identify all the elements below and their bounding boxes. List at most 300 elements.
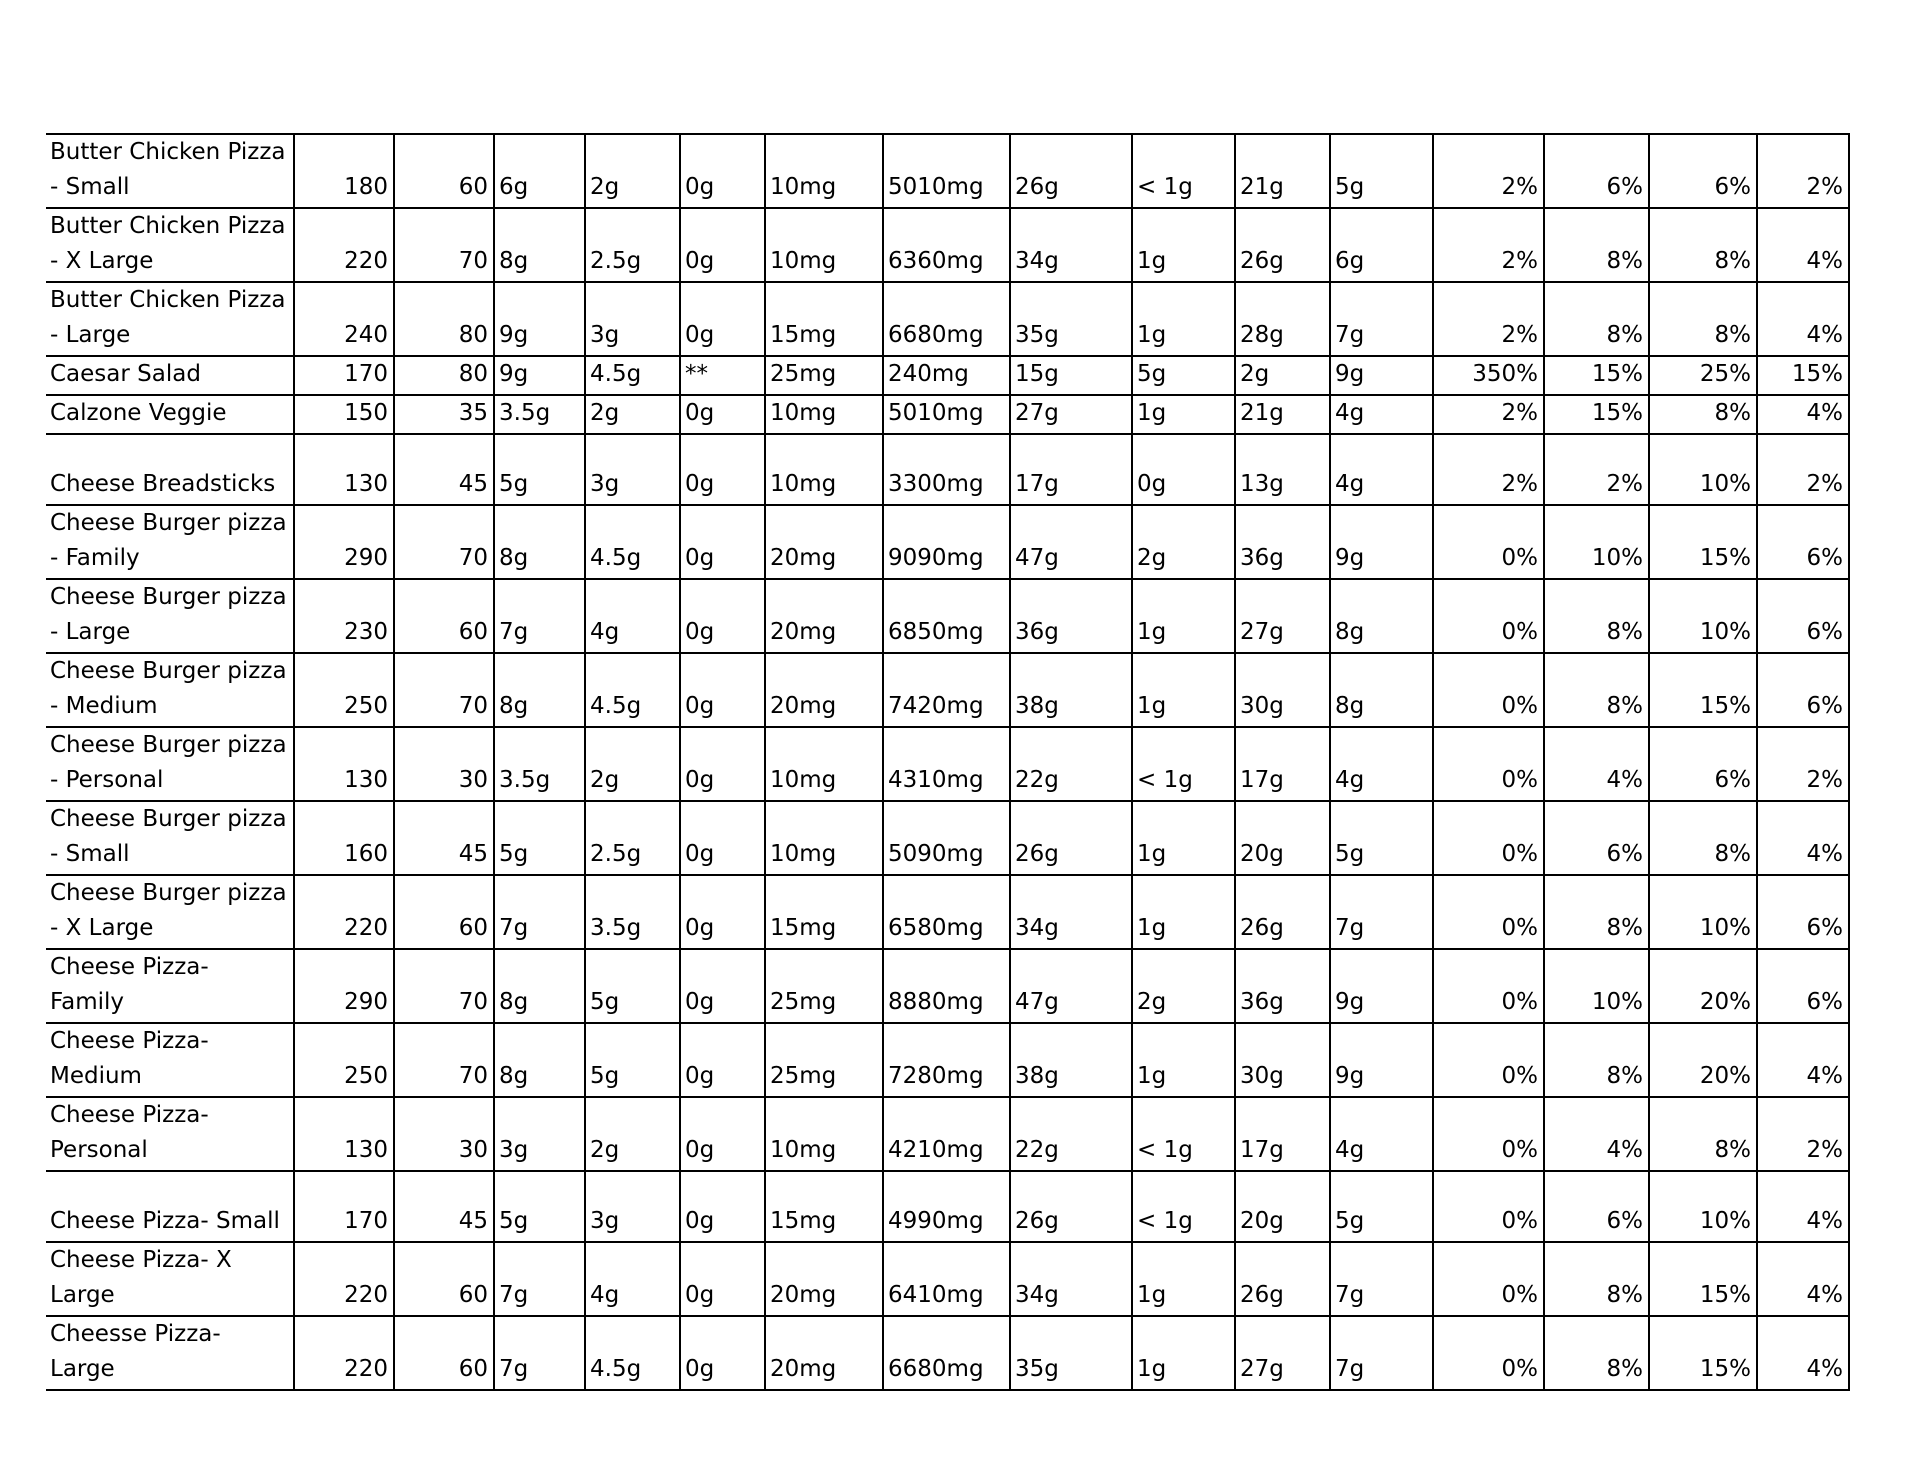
fat-calories-cell: 80 [394, 356, 494, 395]
vitamin-c-cell: 8% [1544, 1242, 1649, 1316]
item-name-cell: Cheese Pizza- X Large [46, 1242, 294, 1316]
saturated-fat-cell: 4.5g [585, 356, 680, 395]
trans-fat-cell: 0g [680, 1316, 765, 1390]
sugars-cell: 17g [1235, 1097, 1330, 1171]
cholesterol-cell: 20mg [765, 653, 883, 727]
fat-calories-cell: 70 [394, 949, 494, 1023]
fat-calories-cell: 70 [394, 1023, 494, 1097]
trans-fat-cell: 0g [680, 875, 765, 949]
table-row [46, 1023, 1849, 1097]
sodium-cell: 6410mg [883, 1242, 1010, 1316]
sodium-cell: 5010mg [883, 134, 1010, 208]
sugars-cell: 28g [1235, 282, 1330, 356]
sodium-cell: 4990mg [883, 1171, 1010, 1242]
carbohydrates-cell: 36g [1010, 579, 1132, 653]
calories-cell: 130 [294, 727, 394, 801]
vitamin-c-cell: 8% [1544, 1023, 1649, 1097]
saturated-fat-cell: 4.5g [585, 1316, 680, 1390]
cholesterol-cell: 10mg [765, 727, 883, 801]
calcium-cell: 15% [1649, 505, 1757, 579]
trans-fat-cell: 0g [680, 208, 765, 282]
calcium-cell: 8% [1649, 208, 1757, 282]
nutrition-table [46, 133, 1850, 1391]
protein-cell: 9g [1330, 356, 1433, 395]
calories-cell: 220 [294, 875, 394, 949]
fat-calories-cell: 30 [394, 727, 494, 801]
total-fat-cell: 8g [494, 1023, 585, 1097]
saturated-fat-cell: 3g [585, 1171, 680, 1242]
protein-cell: 7g [1330, 1316, 1433, 1390]
calcium-cell: 6% [1649, 727, 1757, 801]
protein-cell: 8g [1330, 579, 1433, 653]
vitamin-c-cell: 8% [1544, 653, 1649, 727]
vitamin-c-cell: 6% [1544, 801, 1649, 875]
fat-calories-cell: 45 [394, 434, 494, 505]
carbohydrates-cell: 34g [1010, 208, 1132, 282]
fat-calories-cell: 60 [394, 579, 494, 653]
saturated-fat-cell: 2g [585, 727, 680, 801]
fiber-cell: 1g [1132, 208, 1235, 282]
sodium-cell: 6680mg [883, 1316, 1010, 1390]
iron-cell: 4% [1757, 395, 1849, 434]
carbohydrates-cell: 47g [1010, 505, 1132, 579]
carbohydrates-cell: 34g [1010, 875, 1132, 949]
table-row [46, 505, 1849, 579]
sugars-cell: 26g [1235, 1242, 1330, 1316]
total-fat-cell: 3.5g [494, 395, 585, 434]
vitamin-a-cell: 0% [1433, 1171, 1544, 1242]
calcium-cell: 10% [1649, 875, 1757, 949]
vitamin-c-cell: 8% [1544, 579, 1649, 653]
saturated-fat-cell: 2g [585, 134, 680, 208]
iron-cell: 6% [1757, 505, 1849, 579]
sugars-cell: 20g [1235, 801, 1330, 875]
protein-cell: 7g [1330, 282, 1433, 356]
calories-cell: 240 [294, 282, 394, 356]
sugars-cell: 13g [1235, 434, 1330, 505]
table-row [46, 356, 1849, 395]
calories-cell: 220 [294, 1242, 394, 1316]
vitamin-c-cell: 6% [1544, 134, 1649, 208]
table-row [46, 875, 1849, 949]
cholesterol-cell: 10mg [765, 434, 883, 505]
table-row [46, 208, 1849, 282]
calcium-cell: 10% [1649, 1171, 1757, 1242]
saturated-fat-cell: 3g [585, 282, 680, 356]
protein-cell: 5g [1330, 134, 1433, 208]
saturated-fat-cell: 2g [585, 395, 680, 434]
carbohydrates-cell: 26g [1010, 801, 1132, 875]
sodium-cell: 6580mg [883, 875, 1010, 949]
calcium-cell: 8% [1649, 801, 1757, 875]
fiber-cell: 1g [1132, 653, 1235, 727]
total-fat-cell: 8g [494, 208, 585, 282]
vitamin-a-cell: 0% [1433, 801, 1544, 875]
carbohydrates-cell: 26g [1010, 134, 1132, 208]
fiber-cell: 2g [1132, 505, 1235, 579]
sugars-cell: 30g [1235, 1023, 1330, 1097]
sodium-cell: 5010mg [883, 395, 1010, 434]
fat-calories-cell: 70 [394, 653, 494, 727]
sugars-cell: 36g [1235, 505, 1330, 579]
calories-cell: 220 [294, 208, 394, 282]
carbohydrates-cell: 15g [1010, 356, 1132, 395]
calcium-cell: 25% [1649, 356, 1757, 395]
table-row [46, 727, 1849, 801]
carbohydrates-cell: 35g [1010, 1316, 1132, 1390]
protein-cell: 7g [1330, 875, 1433, 949]
calories-cell: 180 [294, 134, 394, 208]
table-row [46, 653, 1849, 727]
calories-cell: 170 [294, 356, 394, 395]
sodium-cell: 9090mg [883, 505, 1010, 579]
iron-cell: 15% [1757, 356, 1849, 395]
protein-cell: 9g [1330, 949, 1433, 1023]
vitamin-c-cell: 8% [1544, 282, 1649, 356]
trans-fat-cell: 0g [680, 395, 765, 434]
sugars-cell: 36g [1235, 949, 1330, 1023]
item-name-cell: Cheese Pizza- Medium [46, 1023, 294, 1097]
calcium-cell: 20% [1649, 949, 1757, 1023]
iron-cell: 2% [1757, 134, 1849, 208]
sodium-cell: 7420mg [883, 653, 1010, 727]
iron-cell: 4% [1757, 801, 1849, 875]
iron-cell: 4% [1757, 1242, 1849, 1316]
sugars-cell: 27g [1235, 1316, 1330, 1390]
vitamin-a-cell: 350% [1433, 356, 1544, 395]
item-name-cell: Cheesse Pizza- Large [46, 1316, 294, 1390]
nutrition-sheet [46, 133, 1849, 1391]
sugars-cell: 30g [1235, 653, 1330, 727]
iron-cell: 2% [1757, 434, 1849, 505]
trans-fat-cell: 0g [680, 579, 765, 653]
total-fat-cell: 8g [494, 653, 585, 727]
carbohydrates-cell: 47g [1010, 949, 1132, 1023]
calories-cell: 250 [294, 1023, 394, 1097]
iron-cell: 6% [1757, 875, 1849, 949]
calories-cell: 170 [294, 1171, 394, 1242]
carbohydrates-cell: 34g [1010, 1242, 1132, 1316]
trans-fat-cell: 0g [680, 282, 765, 356]
total-fat-cell: 5g [494, 801, 585, 875]
sodium-cell: 5090mg [883, 801, 1010, 875]
fiber-cell: < 1g [1132, 134, 1235, 208]
trans-fat-cell: 0g [680, 134, 765, 208]
fat-calories-cell: 30 [394, 1097, 494, 1171]
sugars-cell: 21g [1235, 134, 1330, 208]
vitamin-a-cell: 2% [1433, 395, 1544, 434]
sugars-cell: 26g [1235, 208, 1330, 282]
total-fat-cell: 5g [494, 434, 585, 505]
vitamin-c-cell: 6% [1544, 1171, 1649, 1242]
item-name-cell: Cheese Breadsticks [46, 434, 294, 505]
vitamin-a-cell: 0% [1433, 949, 1544, 1023]
iron-cell: 4% [1757, 1023, 1849, 1097]
cholesterol-cell: 25mg [765, 356, 883, 395]
calories-cell: 290 [294, 949, 394, 1023]
fiber-cell: 5g [1132, 356, 1235, 395]
table-row [46, 395, 1849, 434]
trans-fat-cell: 0g [680, 434, 765, 505]
fat-calories-cell: 70 [394, 505, 494, 579]
sodium-cell: 6850mg [883, 579, 1010, 653]
fat-calories-cell: 60 [394, 1242, 494, 1316]
carbohydrates-cell: 27g [1010, 395, 1132, 434]
iron-cell: 2% [1757, 727, 1849, 801]
fiber-cell: 1g [1132, 1242, 1235, 1316]
table-row [46, 801, 1849, 875]
saturated-fat-cell: 4g [585, 579, 680, 653]
sodium-cell: 8880mg [883, 949, 1010, 1023]
sodium-cell: 6360mg [883, 208, 1010, 282]
vitamin-c-cell: 4% [1544, 1097, 1649, 1171]
trans-fat-cell: 0g [680, 1171, 765, 1242]
vitamin-a-cell: 0% [1433, 1097, 1544, 1171]
cholesterol-cell: 10mg [765, 1097, 883, 1171]
iron-cell: 4% [1757, 208, 1849, 282]
fiber-cell: < 1g [1132, 727, 1235, 801]
vitamin-a-cell: 2% [1433, 134, 1544, 208]
item-name-cell: Cheese Pizza- Family [46, 949, 294, 1023]
saturated-fat-cell: 3g [585, 434, 680, 505]
trans-fat-cell: 0g [680, 801, 765, 875]
iron-cell: 4% [1757, 282, 1849, 356]
trans-fat-cell: 0g [680, 1023, 765, 1097]
calcium-cell: 10% [1649, 579, 1757, 653]
vitamin-c-cell: 2% [1544, 434, 1649, 505]
protein-cell: 8g [1330, 653, 1433, 727]
carbohydrates-cell: 26g [1010, 1171, 1132, 1242]
calcium-cell: 15% [1649, 653, 1757, 727]
cholesterol-cell: 25mg [765, 949, 883, 1023]
fiber-cell: 0g [1132, 434, 1235, 505]
calories-cell: 130 [294, 434, 394, 505]
item-name-cell: Cheese Burger pizza - Small [46, 801, 294, 875]
cholesterol-cell: 10mg [765, 801, 883, 875]
vitamin-a-cell: 0% [1433, 579, 1544, 653]
iron-cell: 4% [1757, 1171, 1849, 1242]
iron-cell: 6% [1757, 653, 1849, 727]
fiber-cell: < 1g [1132, 1171, 1235, 1242]
vitamin-a-cell: 0% [1433, 727, 1544, 801]
sugars-cell: 17g [1235, 727, 1330, 801]
sugars-cell: 21g [1235, 395, 1330, 434]
carbohydrates-cell: 22g [1010, 727, 1132, 801]
protein-cell: 9g [1330, 1023, 1433, 1097]
iron-cell: 2% [1757, 1097, 1849, 1171]
item-name-cell: Cheese Burger pizza - Large [46, 579, 294, 653]
vitamin-a-cell: 0% [1433, 1316, 1544, 1390]
item-name-cell: Caesar Salad [46, 356, 294, 395]
item-name-cell: Cheese Burger pizza - X Large [46, 875, 294, 949]
saturated-fat-cell: 5g [585, 949, 680, 1023]
table-body [46, 134, 1849, 1390]
fat-calories-cell: 45 [394, 1171, 494, 1242]
trans-fat-cell: ** [680, 356, 765, 395]
fat-calories-cell: 60 [394, 1316, 494, 1390]
fiber-cell: 1g [1132, 395, 1235, 434]
total-fat-cell: 5g [494, 1171, 585, 1242]
total-fat-cell: 7g [494, 1242, 585, 1316]
carbohydrates-cell: 22g [1010, 1097, 1132, 1171]
vitamin-c-cell: 15% [1544, 356, 1649, 395]
vitamin-a-cell: 0% [1433, 1023, 1544, 1097]
saturated-fat-cell: 4g [585, 1242, 680, 1316]
table-row [46, 1097, 1849, 1171]
item-name-cell: Butter Chicken Pizza - Small [46, 134, 294, 208]
cholesterol-cell: 25mg [765, 1023, 883, 1097]
cholesterol-cell: 10mg [765, 395, 883, 434]
protein-cell: 4g [1330, 434, 1433, 505]
item-name-cell: Butter Chicken Pizza - X Large [46, 208, 294, 282]
iron-cell: 6% [1757, 949, 1849, 1023]
sugars-cell: 20g [1235, 1171, 1330, 1242]
vitamin-a-cell: 2% [1433, 282, 1544, 356]
vitamin-a-cell: 0% [1433, 1242, 1544, 1316]
calcium-cell: 10% [1649, 434, 1757, 505]
vitamin-c-cell: 10% [1544, 505, 1649, 579]
carbohydrates-cell: 38g [1010, 653, 1132, 727]
protein-cell: 4g [1330, 1097, 1433, 1171]
table-row [46, 1242, 1849, 1316]
table-row [46, 434, 1849, 505]
vitamin-a-cell: 0% [1433, 505, 1544, 579]
total-fat-cell: 7g [494, 1316, 585, 1390]
table-row [46, 134, 1849, 208]
calcium-cell: 15% [1649, 1316, 1757, 1390]
calcium-cell: 8% [1649, 395, 1757, 434]
vitamin-c-cell: 10% [1544, 949, 1649, 1023]
fiber-cell: 2g [1132, 949, 1235, 1023]
iron-cell: 6% [1757, 579, 1849, 653]
cholesterol-cell: 15mg [765, 282, 883, 356]
calories-cell: 250 [294, 653, 394, 727]
calories-cell: 160 [294, 801, 394, 875]
vitamin-c-cell: 15% [1544, 395, 1649, 434]
saturated-fat-cell: 2g [585, 1097, 680, 1171]
carbohydrates-cell: 17g [1010, 434, 1132, 505]
vitamin-c-cell: 8% [1544, 875, 1649, 949]
fiber-cell: 1g [1132, 875, 1235, 949]
table-row [46, 579, 1849, 653]
total-fat-cell: 3g [494, 1097, 585, 1171]
calcium-cell: 20% [1649, 1023, 1757, 1097]
calcium-cell: 15% [1649, 1242, 1757, 1316]
fat-calories-cell: 60 [394, 875, 494, 949]
protein-cell: 4g [1330, 727, 1433, 801]
sodium-cell: 4310mg [883, 727, 1010, 801]
sodium-cell: 4210mg [883, 1097, 1010, 1171]
saturated-fat-cell: 4.5g [585, 505, 680, 579]
item-name-cell: Cheese Pizza- Personal [46, 1097, 294, 1171]
sodium-cell: 7280mg [883, 1023, 1010, 1097]
fat-calories-cell: 60 [394, 134, 494, 208]
sugars-cell: 27g [1235, 579, 1330, 653]
sugars-cell: 2g [1235, 356, 1330, 395]
calories-cell: 220 [294, 1316, 394, 1390]
table-row [46, 949, 1849, 1023]
total-fat-cell: 6g [494, 134, 585, 208]
saturated-fat-cell: 5g [585, 1023, 680, 1097]
cholesterol-cell: 10mg [765, 208, 883, 282]
fat-calories-cell: 35 [394, 395, 494, 434]
fiber-cell: 1g [1132, 282, 1235, 356]
item-name-cell: Butter Chicken Pizza - Large [46, 282, 294, 356]
protein-cell: 5g [1330, 1171, 1433, 1242]
table-row [46, 1316, 1849, 1390]
fat-calories-cell: 45 [394, 801, 494, 875]
cholesterol-cell: 20mg [765, 505, 883, 579]
cholesterol-cell: 20mg [765, 1242, 883, 1316]
vitamin-c-cell: 4% [1544, 727, 1649, 801]
total-fat-cell: 8g [494, 949, 585, 1023]
item-name-cell: Calzone Veggie [46, 395, 294, 434]
trans-fat-cell: 0g [680, 727, 765, 801]
cholesterol-cell: 15mg [765, 875, 883, 949]
vitamin-a-cell: 0% [1433, 875, 1544, 949]
protein-cell: 7g [1330, 1242, 1433, 1316]
total-fat-cell: 9g [494, 282, 585, 356]
table-row [46, 1171, 1849, 1242]
calcium-cell: 8% [1649, 282, 1757, 356]
fiber-cell: 1g [1132, 1316, 1235, 1390]
total-fat-cell: 9g [494, 356, 585, 395]
cholesterol-cell: 15mg [765, 1171, 883, 1242]
fiber-cell: < 1g [1132, 1097, 1235, 1171]
carbohydrates-cell: 35g [1010, 282, 1132, 356]
saturated-fat-cell: 3.5g [585, 875, 680, 949]
saturated-fat-cell: 2.5g [585, 208, 680, 282]
trans-fat-cell: 0g [680, 1097, 765, 1171]
total-fat-cell: 3.5g [494, 727, 585, 801]
calories-cell: 150 [294, 395, 394, 434]
trans-fat-cell: 0g [680, 1242, 765, 1316]
sugars-cell: 26g [1235, 875, 1330, 949]
total-fat-cell: 7g [494, 875, 585, 949]
cholesterol-cell: 20mg [765, 579, 883, 653]
cholesterol-cell: 20mg [765, 1316, 883, 1390]
protein-cell: 9g [1330, 505, 1433, 579]
vitamin-c-cell: 8% [1544, 208, 1649, 282]
item-name-cell: Cheese Pizza- Small [46, 1171, 294, 1242]
vitamin-a-cell: 2% [1433, 208, 1544, 282]
protein-cell: 5g [1330, 801, 1433, 875]
calories-cell: 290 [294, 505, 394, 579]
fiber-cell: 1g [1132, 579, 1235, 653]
calcium-cell: 8% [1649, 1097, 1757, 1171]
vitamin-a-cell: 0% [1433, 653, 1544, 727]
calories-cell: 230 [294, 579, 394, 653]
trans-fat-cell: 0g [680, 949, 765, 1023]
vitamin-a-cell: 2% [1433, 434, 1544, 505]
item-name-cell: Cheese Burger pizza - Family [46, 505, 294, 579]
sodium-cell: 3300mg [883, 434, 1010, 505]
trans-fat-cell: 0g [680, 653, 765, 727]
fat-calories-cell: 70 [394, 208, 494, 282]
fiber-cell: 1g [1132, 1023, 1235, 1097]
item-name-cell: Cheese Burger pizza - Medium [46, 653, 294, 727]
vitamin-c-cell: 8% [1544, 1316, 1649, 1390]
saturated-fat-cell: 2.5g [585, 801, 680, 875]
iron-cell: 4% [1757, 1316, 1849, 1390]
calcium-cell: 6% [1649, 134, 1757, 208]
item-name-cell: Cheese Burger pizza - Personal [46, 727, 294, 801]
cholesterol-cell: 10mg [765, 134, 883, 208]
carbohydrates-cell: 38g [1010, 1023, 1132, 1097]
sodium-cell: 6680mg [883, 282, 1010, 356]
protein-cell: 4g [1330, 395, 1433, 434]
fiber-cell: 1g [1132, 801, 1235, 875]
